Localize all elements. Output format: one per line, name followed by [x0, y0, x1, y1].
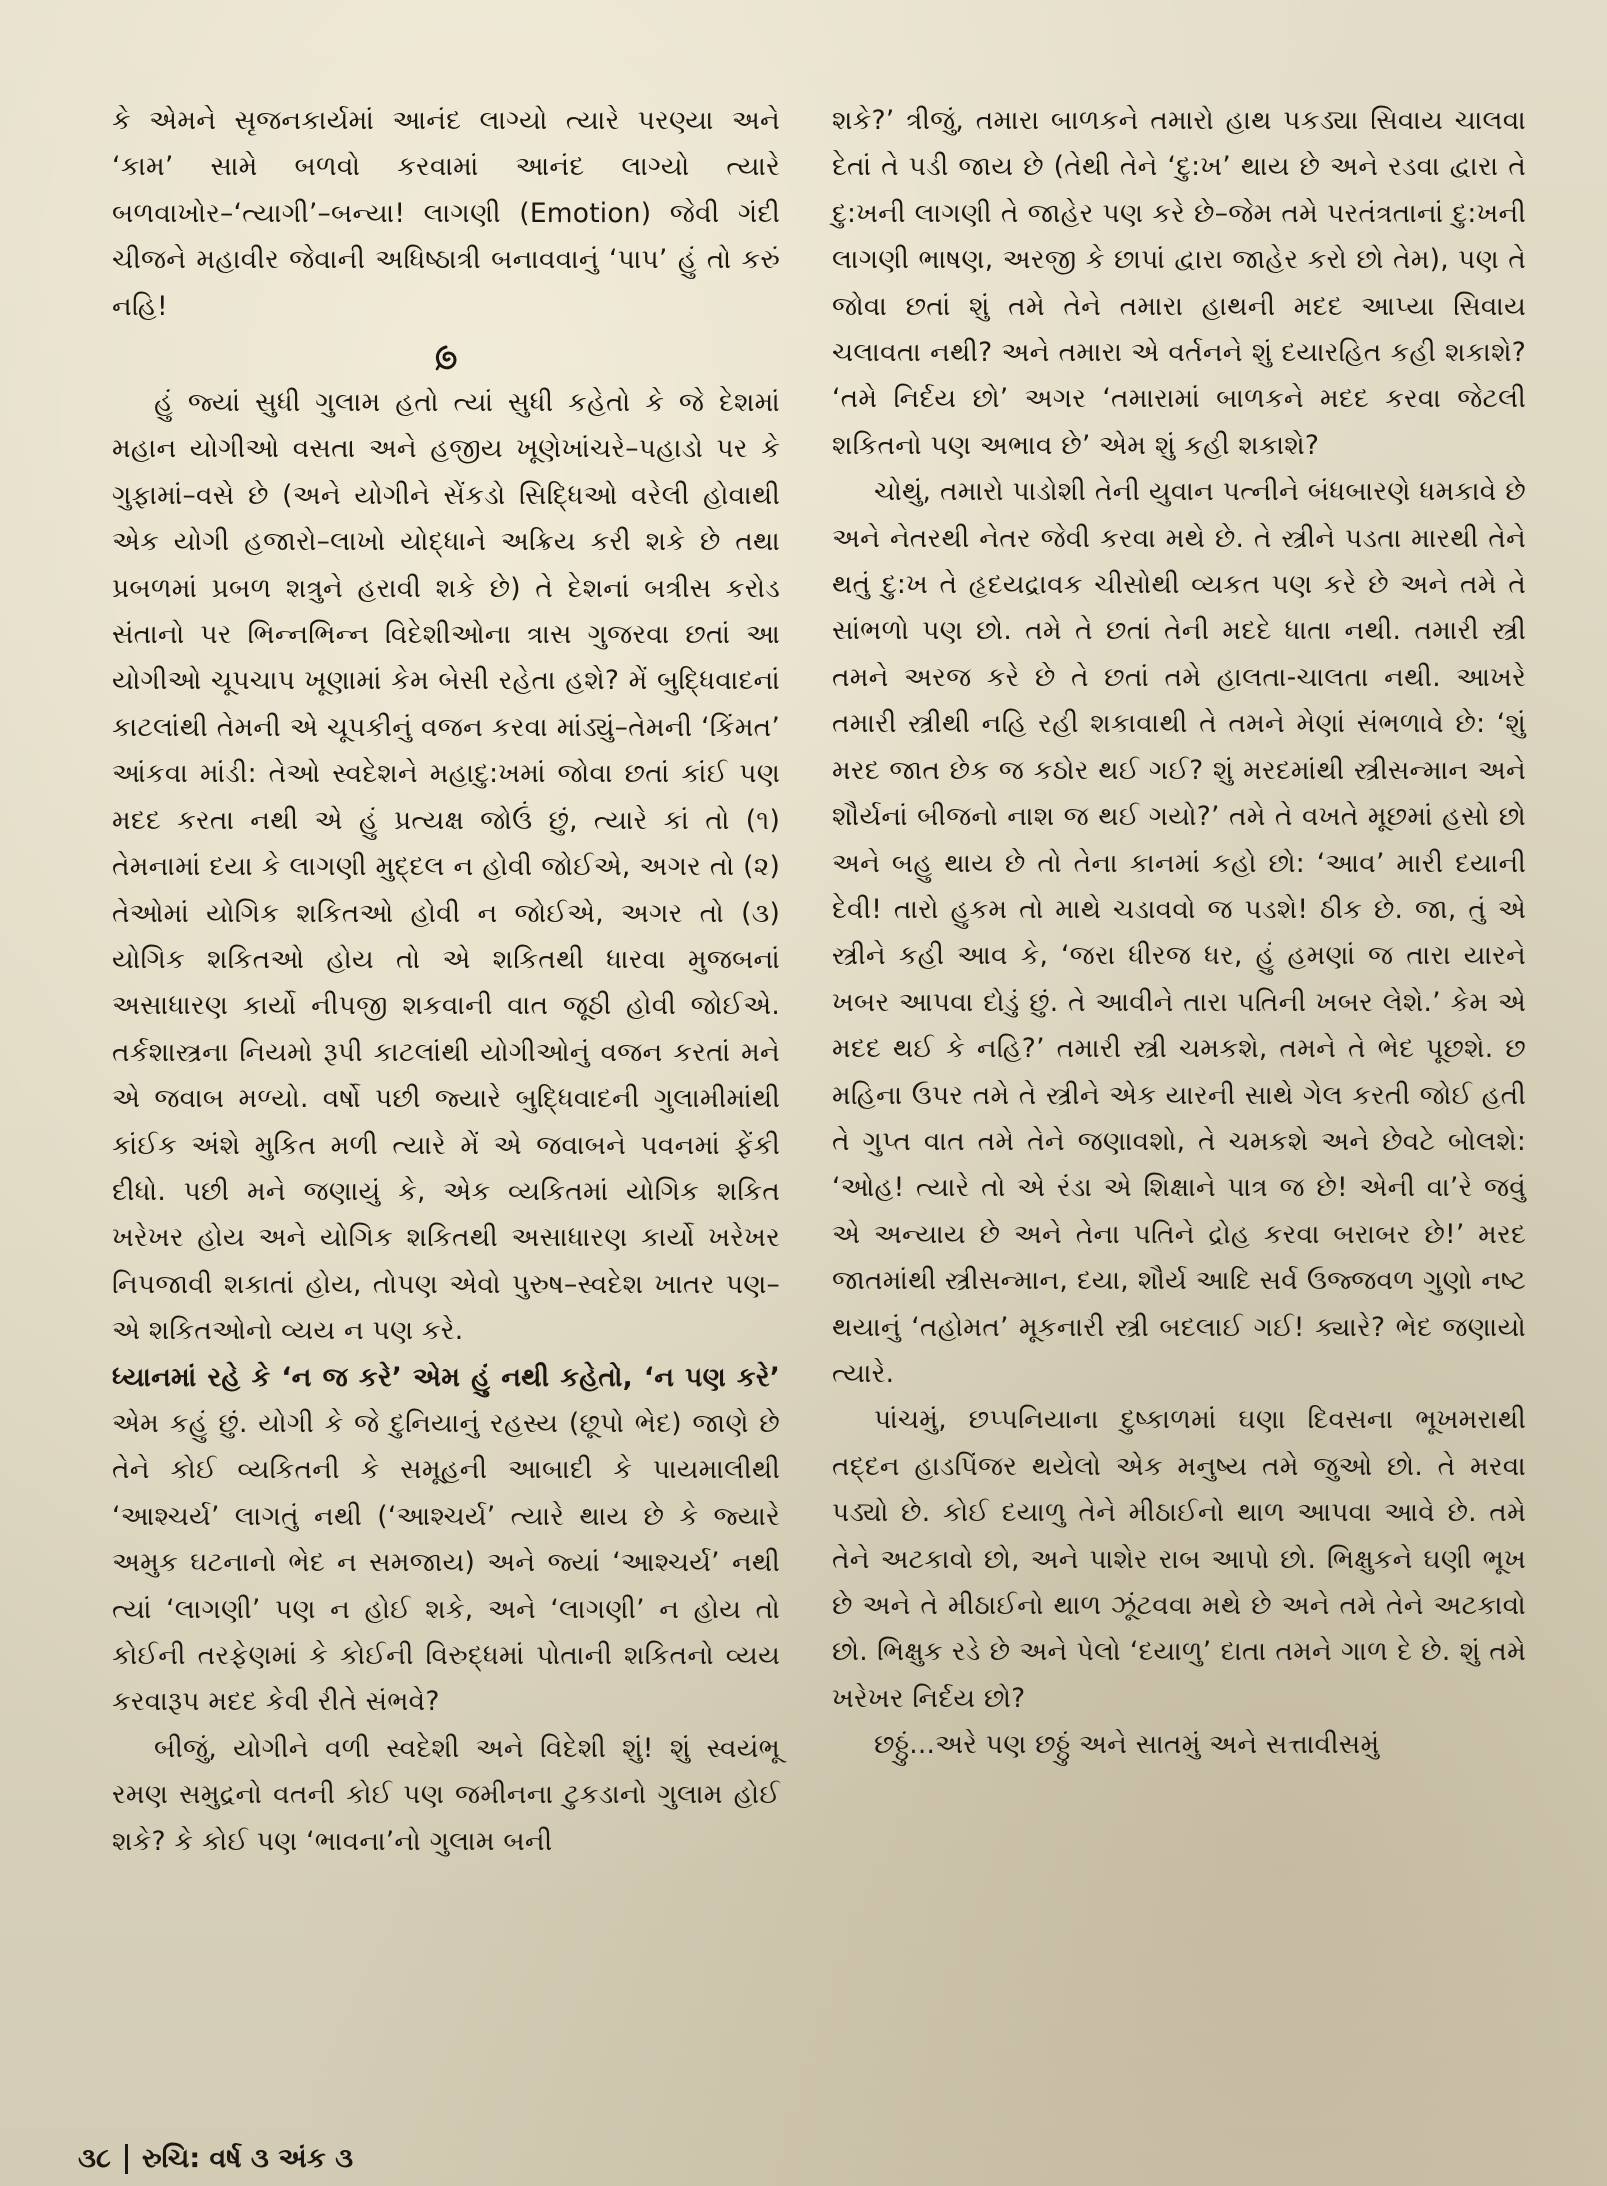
paragraph: કે એમને સૃજનકાર્યમાં આનંદ લાગ્યો ત્યારે પરણ્યા અને ‘કામ’ સામે બળવો કરવામાં આનંદ લાગ્યો ત્યારે બળવાખોર–‘ત્યાગી’–બન્યા! લાગણી (Emotion) જેવી ગંદી ચીજને મહાવીર જેવાની અધિષ્ઠાત્રી બનાવવાનું ‘પાપ’ હું તો કરું નહિ!: [112, 105, 780, 322]
paragraph: શકે?’ ત્રીજું, તમારા બાળકને તમારો હાથ પકડ્યા સિવાય ચાલવા દેતાં તે પડી જાય છે (તેથી તેને ‘દુ:ખ’ થાય છે અને રડવા દ્વારા તે દુ:ખની લાગણી તે જાહેર પણ કરે છે–જેમ તમે પરતંત્રતાનાં દુ:ખની લાગણી ભાષણ, અરજી કે છાપાં દ્વારા જાહેર કરો છો તેમ), પણ તે જોવા છતાં શું તમે તેને તમારા હાથની મદદ આપ્યા સિવાય ચલાવતા નથી? અને તમારા એ વર્તનને શું દયારહિત કહી શકાશે? ‘તમે નિર્દય છો’ અગર ‘તમારામાં બાળકને મદદ કરવા જેટલી શકિતનો પણ અભાવ છે’ એમ શું કહી શકાશે?: [832, 105, 1526, 461]
paragraph: [112, 1355, 780, 1726]
left-column: [112, 98, 780, 1865]
section-ornament-icon: [112, 334, 780, 380]
paragraph: છઠ્ઠું...અરે પણ છઠ્ઠું અને સાતમું અને સત્તાવીસમું: [874, 1729, 1380, 1761]
paragraph-text: એમ કહું છું. યોગી કે જે દુનિયાનું રહસ્ય (છૂપો ભેદ) જાણે છે તેને કોઈ વ્યકિતની કે સમૂહની આબાદી કે પાયમાલીથી ‘આશ્ચર્ય’ લાગતું નથી (‘આશ્ચર્ય’ ત્યારે થાય છે કે જ્યારે અમુક ઘટનાનો ભેદ ન સમજાય) અને જ્યાં ‘આશ્ચર્ય’ નથી ત્યાં ‘લાગણી’ પણ ન હોઈ શકે, અને ‘લાગણી’ ન હોય તો કોઈની તરફેણમાં કે કોઈની વિરુદ્ધમાં પોતાની શકિતનો વ્યય કરવારૂપ મદદ કેવી રીતે સંભવે?: [112, 1407, 780, 1718]
page-footer: [78, 2142, 353, 2176]
paragraph: ચોથું, તમારો પાડોશી તેની યુવાન પત્નીને બંધબારણે ધમકાવે છે અને નેતરથી નેતર જેવી કરવા મથે છે. તે સ્ત્રીને પડતા મારથી તેને થતું દુ:ખ તે હૃદયદ્રાવક ચીસોથી વ્યકત પણ કરે છે અને તમે તે સાંભળો પણ છો. તમે તે છતાં તેની મદદે ધાતા નથી. તમારી સ્ત્રી તમને અરજ કરે છે તે છતાં તમે હાલતા-ચાલતા નથી. આખરે તમારી સ્ત્રીથી નહિ રહી શકાવાથી તે તમને મેણાં સંભળાવે છે: ‘શું મરદ જાત છેક જ કઠોર થઈ ગઈ? શું મરદમાંથી સ્ત્રીસન્માન અને શૌર્યનાં બીજનો નાશ જ થઈ ગયો?’ તમે તે વખતે મૂછમાં હસો છો અને બહુ થાય છે તો તેના કાનમાં કહો છો: ‘આવ’ મારી દયાની દેવી! તારો હુકમ તો માથે ચડાવવો જ પડશે! ઠીક છે. જા, તું એ સ્ત્રીને કહી આવ કે, ‘જરા ધીરજ ધર, હું હમણાં જ તારા યારને ખબર આપવા દોડું છું. તે આવીને તારા પતિની ખબર લેશે.’ કેમ એ મદદ થઈ કે નહિ?’ તમારી સ્ત્રી ચમકશે, તમને તે ભેદ પૂછશે. છ મહિના ઉપર તમે તે સ્ત્રીને એક યારની સાથે ગેલ કરતી જોઈ હતી તે ગુપ્ત વાત તમે તેને જણાવશો, તે ચમકશે અને છેવટે બોલશે: ‘ઓહ! ત્યારે તો એ રંડા એ શિક્ષાને પાત્ર જ છે! એની વા’રે જવું એ અન્યાય છે અને તેના પતિને દ્રોહ કરવા બરાબર છે!’ મરદ જાતમાંથી સ્ત્રીસન્માન, દયા, શૌર્ય આદિ સર્વ ઉજ્જવળ ગુણો નષ્ટ થયાનું ‘તહોમત’ મૂકનારી સ્ત્રી બદલાઈ ગઈ! ક્યારે? ભેદ જણાયો ત્યારે.: [832, 476, 1526, 1389]
right-column: [832, 98, 1526, 1769]
footer-divider: [125, 2144, 128, 2174]
paragraph: પાંચમું, છપ્પનિયાના દુષ્કાળમાં ઘણા દિવસના ભૂખમરાથી તદ્દન હાડપિંજર થયેલો એક મનુષ્ય તમે જુઓ છો. તે મરવા પડ્યો છે. કોઈ દયાળુ તેને મીઠાઈનો થાળ આપવા આવે છે. તમે તેને અટકાવો છો, અને પાશેર રાબ આપો છો. ભિક્ષુકને ઘણી ભૂખ છે અને તે મીઠાઈનો થાળ ઝૂંટવવા મથે છે અને તમે તેને અટકાવો છો. ભિક્ષુક રડે છે અને પેલો ‘દયાળુ’ દાતા તમને ગાળ દે છે. શું તમે ખરેખર નિર્દય છો?: [832, 1404, 1526, 1714]
bold-phrase: ધ્યાનમાં રહે કે ‘ન જ કરે’ એમ હું નથી કહેતો, ‘ન પણ કરે’: [112, 1361, 780, 1393]
conch-ornament-icon: [432, 344, 460, 372]
paragraph: બીજું, યોગીને વળી સ્વદેશી અને વિદેશી શું! શું સ્વયંભૂ રમણ સમુદ્રનો વતની કોઈ પણ જમીનના ટુકડાનો ગુલામ હોઈ શકે? કે કોઈ પણ ‘ભાવના’નો ગુલામ બની: [112, 1732, 780, 1857]
page-number: ૩૮: [78, 2143, 111, 2174]
journal-issue: રુચિ: વર્ષ ૩ અંક ૩: [141, 2143, 354, 2174]
paragraph: હું જ્યાં સુધી ગુલામ હતો ત્યાં સુધી કહેતો કે જે દેશમાં મહાન યોગીઓ વસતા અને હજીય ખૂણેખાંચરે–પહાડો પર કે ગુફામાં–વસે છે (અને યોગીને સેંકડો સિદ્ધિઓ વરેલી હોવાથી એક યોગી હજારો–લાખો યોદ્ધાને અક્રિય કરી શકે છે તથા પ્રબળમાં પ્રબળ શત્રુને હરાવી શકે છે) તે દેશનાં બત્રીસ કરોડ સંતાનો પર ભિન્નભિન્ન વિદેશીઓના ત્રાસ ગુજરવા છતાં આ યોગીઓ ચૂપચાપ ખૂણામાં કેમ બેસી રહેતા હશે? મેં બુદ્ધિવાદનાં કાટલાંથી તેમની એ ચૂપકીનું વજન કરવા માંડ્યું–તેમની ‘કિંમત’ આંકવા માંડી: તેઓ સ્વદેશને મહાદુ:ખમાં જોવા છતાં કાંઈ પણ મદદ કરતા નથી એ હું પ્રત્યક્ષ જોઉં છું, ત્યારે કાં તો (૧) તેમનામાં દયા કે લાગણી મુદ્દલ ન હોવી જોઈએ, અગર તો (૨) તેઓમાં યોગિક શકિતઓ હોવી ન જોઈએ, અગર તો (૩) યોગિક શકિતઓ હોય તો એ શકિતથી ધારવા મુજબનાં અસાધારણ કાર્યો નીપજી શકવાની વાત જૂઠી હોવી જોઈએ. તર્કશાસ્ત્રના નિયમો રૂપી કાટલાંથી યોગીઓનું વજન કરતાં મને એ જવાબ મળ્યો. વર્ષો પછી જ્યારે બુદ્ધિવાદની ગુલામીમાંથી કાંઈક અંશે મુકિત મળી ત્યારે મેં એ જવાબને પવનમાં ફેંકી દીધો. પછી મને જણાયું કે, એક વ્યકિતમાં યોગિક શકિત ખરેખર હોય અને યોગિક શકિતથી અસાધારણ કાર્યો ખરેખર નિપજાવી શકાતાં હોય, તોપણ એવો પુરુષ–સ્વદેશ ખાતર પણ–એ શકિતઓનો વ્યય ન પણ કરે.: [112, 387, 780, 1347]
